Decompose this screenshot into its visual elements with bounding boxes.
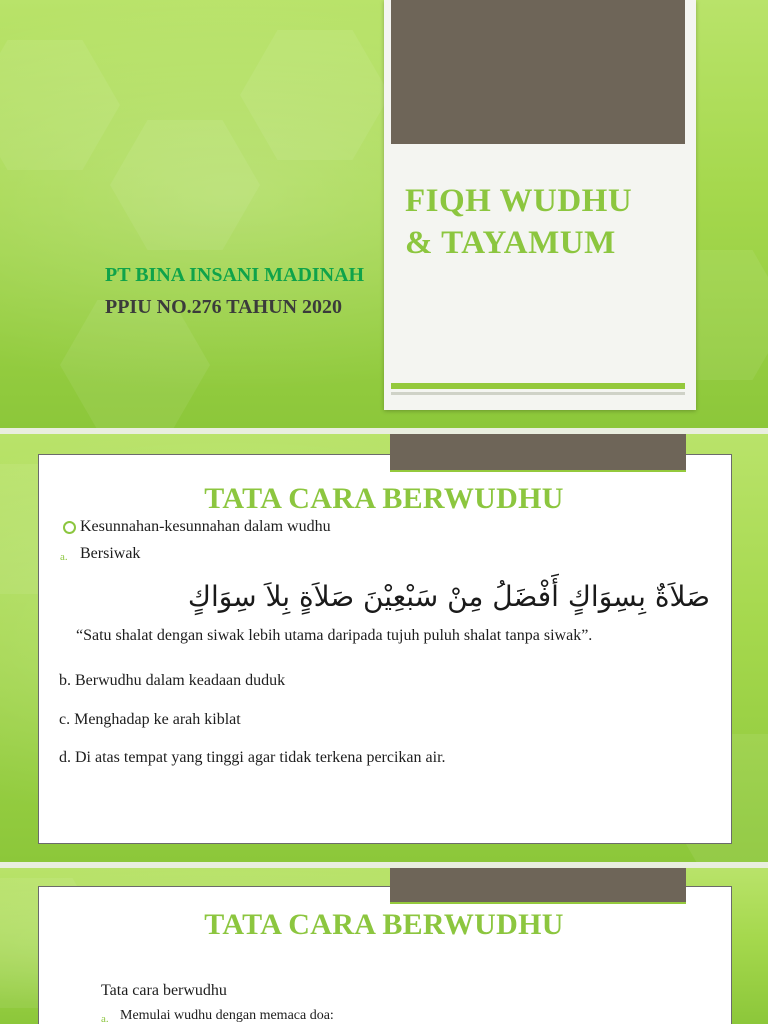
item-marker: a.	[101, 1013, 109, 1024]
title-card-green-bar	[391, 383, 685, 389]
content-panel	[38, 886, 732, 1024]
title-card-grey-bar	[391, 392, 685, 395]
item-marker: a.	[60, 551, 68, 563]
item-a-text: Bersiwak	[80, 545, 141, 562]
title-line-1: FIQH WUDHU	[405, 183, 633, 219]
slide-title: TATA CARA BERWUDHU	[204, 482, 564, 515]
license-number: PPIU NO.276 TAHUN 2020	[105, 296, 343, 318]
content-slide-3	[0, 868, 768, 1024]
slide-title: TATA CARA BERWUDHU	[204, 908, 564, 941]
title-card-dark-block	[391, 0, 685, 144]
arabic-hadith: صَلاَةٌ بِسِوَاكٍ أَفْضَلُ مِنْ سَبْعِيْنَ صَلاَةٍ بِلاَ سِوَاكٍ	[187, 580, 710, 613]
item-a-text: Memulai wudhu dengan memaca doa:	[120, 1008, 334, 1023]
hexagon-decoration	[60, 300, 210, 428]
hexagon-decoration	[110, 120, 260, 250]
header-dark-strip	[390, 434, 686, 470]
header-strip-line	[390, 470, 686, 472]
header-strip-line	[390, 902, 686, 904]
company-name: PT BINA INSANI MADINAH	[105, 264, 365, 286]
subtitle-text: Tata cara berwudhu	[101, 982, 227, 999]
header-dark-strip	[390, 868, 686, 902]
item-b-text: b. Berwudhu dalam keadaan duduk	[59, 672, 286, 689]
content-slide-2	[0, 434, 768, 862]
bullet-text: Kesunnahan-kesunnahan dalam wudhu	[80, 518, 331, 535]
bullet-ring-icon	[63, 521, 76, 534]
title-line-2: & TAYAMUM	[405, 225, 616, 261]
title-slide	[0, 0, 768, 428]
hexagon-decoration	[240, 30, 390, 160]
item-d-text: d. Di atas tempat yang tinggi agar tidak terkena percikan air.	[59, 749, 446, 766]
hadith-translation: “Satu shalat dengan siwak lebih utama daripada tujuh puluh shalat tanpa siwak”.	[76, 627, 593, 644]
presentation-title	[405, 180, 632, 264]
hexagon-decoration	[0, 40, 120, 170]
item-c-text: c. Menghadap ke arah kiblat	[59, 711, 241, 728]
